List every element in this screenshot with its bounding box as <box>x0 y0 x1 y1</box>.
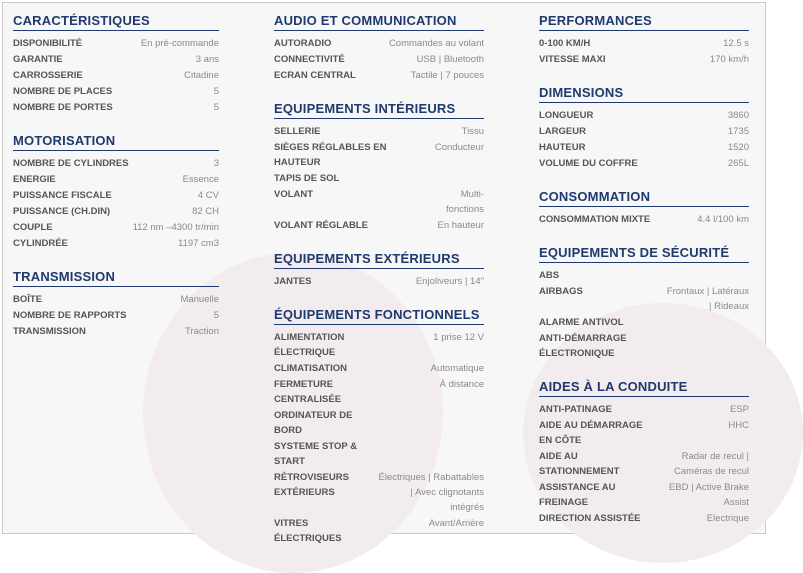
spec-label: ANTI-PATINAGE <box>539 403 613 415</box>
spec-label: DISPONIBILITÉ <box>13 37 83 49</box>
spec-label: COUPLE <box>13 221 53 233</box>
spec-row <box>13 203 219 219</box>
spec-value: USB | Bluetooth <box>416 53 484 65</box>
spec-value: Tissu <box>461 125 484 137</box>
spec-value: Tactile | 7 pouces <box>410 69 484 81</box>
spec-value: Essence <box>182 173 219 185</box>
spec-label: VITESSE MAXI <box>539 53 606 65</box>
spec-label: NOMBRE DE CYLINDRES <box>13 157 129 169</box>
spec-label: SYSTEME STOP & START <box>274 440 358 467</box>
spec-section <box>539 3 749 67</box>
spec-row <box>539 283 749 314</box>
spec-label: VOLANT <box>274 188 314 200</box>
section-title: AUDIO ET COMMUNICATION <box>274 3 484 31</box>
spec-label: HAUTEUR <box>539 141 586 153</box>
spec-label: CONNECTIVITÉ <box>274 53 345 65</box>
spec-row <box>274 35 484 51</box>
spec-value: 3860 <box>727 109 749 121</box>
spec-row <box>539 155 749 171</box>
spec-row <box>539 417 749 448</box>
spec-label: SELLERIE <box>274 125 321 137</box>
spec-row <box>274 217 484 233</box>
spec-row <box>539 448 749 479</box>
spec-row <box>274 51 484 67</box>
spec-value: 1520 <box>727 141 749 153</box>
spec-value: Automatique <box>430 362 484 374</box>
spec-value: 12.5 s <box>723 37 749 49</box>
spec-label: AIRBAGS <box>539 285 583 297</box>
section-title: EQUIPEMENTS INTÉRIEURS <box>274 91 484 119</box>
spec-value: En hauteur <box>437 219 484 231</box>
spec-value: Conducteur <box>434 141 484 153</box>
spec-label: ENERGIE <box>13 173 56 185</box>
spec-label: DIRECTION ASSISTÉE <box>539 512 641 524</box>
spec-row <box>539 123 749 139</box>
spec-label: ECRAN CENTRAL <box>274 69 356 81</box>
spec-row <box>274 376 484 407</box>
spec-label: ALIMENTATION ÉLECTRIQUE <box>274 331 345 358</box>
spec-label: VOLANT RÉGLABLE <box>274 219 368 231</box>
section-title: EQUIPEMENTS EXTÉRIEURS <box>274 241 484 269</box>
spec-value: 5 <box>213 101 219 113</box>
spec-label: VITRES ÉLECTRIQUES <box>274 517 342 544</box>
spec-label: CONSOMMATION MIXTE <box>539 213 651 225</box>
spec-section <box>274 297 484 546</box>
spec-section <box>274 241 484 289</box>
spec-row <box>13 83 219 99</box>
spec-label: CLIMATISATION <box>274 362 347 374</box>
spec-row <box>539 35 749 51</box>
spec-label: LARGEUR <box>539 125 586 137</box>
spec-row <box>274 407 484 438</box>
spec-label: FERMETURE CENTRALISÉE <box>274 378 342 405</box>
spec-value: 1735 <box>727 125 749 137</box>
spec-row <box>13 323 219 339</box>
spec-section <box>13 123 219 251</box>
spec-value: Enjoliveurs | 14" <box>415 275 484 287</box>
spec-row <box>13 307 219 323</box>
spec-label: NOMBRE DE PLACES <box>13 85 113 97</box>
spec-value: Frontaux | Latéraux | Rideaux <box>666 285 749 312</box>
spec-value: 170 km/h <box>709 53 749 65</box>
spec-label: ABS <box>539 269 560 281</box>
spec-value: 112 nm –4300 tr/min <box>132 221 219 233</box>
spec-label: CARROSSERIE <box>13 69 83 81</box>
spec-label: PUISSANCE FISCALE <box>13 189 112 201</box>
spec-row <box>539 51 749 67</box>
spec-section <box>274 91 484 233</box>
section-title: CARACTÉRISTIQUES <box>13 3 219 31</box>
spec-value: EBD | Active Brake Assist <box>668 481 749 508</box>
spec-row <box>539 139 749 155</box>
spec-row <box>274 438 484 469</box>
spec-value: 82 CH <box>192 205 219 217</box>
spec-label: AUTORADIO <box>274 37 332 49</box>
spec-sheet <box>2 2 766 544</box>
spec-value: Avant/Arrière <box>428 517 484 529</box>
section-title: ÉQUIPEMENTS FONCTIONNELS <box>274 297 484 325</box>
spec-row <box>274 329 484 360</box>
spec-row <box>539 330 749 361</box>
spec-row <box>274 360 484 376</box>
section-title: MOTORISATION <box>13 123 219 151</box>
spec-row <box>274 469 484 515</box>
spec-row <box>539 510 749 526</box>
spec-value: Citadine <box>184 69 219 81</box>
spec-row <box>539 314 749 330</box>
spec-value: Traction <box>185 325 219 337</box>
spec-label: ANTI-DÉMARRAGE ÉLECTRONIQUE <box>539 332 627 359</box>
spec-value: 3 <box>213 157 219 169</box>
spec-row <box>274 515 484 546</box>
spec-row <box>13 171 219 187</box>
spec-row <box>539 479 749 510</box>
spec-value: En pré-commande <box>140 37 219 49</box>
spec-label: CYLINDRÉE <box>13 237 68 249</box>
spec-column-1 <box>13 3 219 347</box>
spec-section <box>539 235 749 361</box>
spec-row <box>274 170 484 186</box>
spec-row <box>274 123 484 139</box>
section-title: PERFORMANCES <box>539 3 749 31</box>
spec-value: Commandes au volant <box>388 37 484 49</box>
spec-row <box>13 219 219 235</box>
spec-value: Electrique <box>706 512 749 524</box>
spec-label: SIÈGES RÉGLABLES EN HAUTEUR <box>274 141 387 168</box>
spec-label: AIDE AU DÉMARRAGE EN CÔTE <box>539 419 643 446</box>
spec-row <box>539 267 749 283</box>
spec-section <box>13 3 219 115</box>
spec-label: GARANTIE <box>13 53 63 65</box>
spec-row <box>274 273 484 289</box>
spec-row <box>13 155 219 171</box>
spec-label: BOÎTE <box>13 293 43 305</box>
spec-label: LONGUEUR <box>539 109 594 121</box>
spec-value: 265L <box>727 157 749 169</box>
spec-row <box>274 139 484 170</box>
spec-column-2 <box>274 3 484 554</box>
spec-value: 1 prise 12 V <box>433 331 484 343</box>
spec-row <box>539 211 749 227</box>
spec-value: 4 CV <box>197 189 219 201</box>
spec-row <box>13 235 219 251</box>
spec-label: NOMBRE DE RAPPORTS <box>13 309 127 321</box>
spec-label: AIDE AU STATIONNEMENT <box>539 450 620 477</box>
section-title: CONSOMMATION <box>539 179 749 207</box>
spec-row <box>274 67 484 83</box>
spec-row <box>539 401 749 417</box>
spec-value: Électriques | Rabattables | Avec clignotants intégrés <box>378 471 484 513</box>
spec-label: ALARME ANTIVOL <box>539 316 624 328</box>
spec-value: Multi- fonctions <box>445 188 484 215</box>
spec-section <box>539 75 749 171</box>
spec-value: Radar de recul | Caméras de recul <box>674 450 749 477</box>
spec-row <box>13 51 219 67</box>
spec-label: ORDINATEUR DE BORD <box>274 409 353 436</box>
spec-row <box>274 186 484 217</box>
spec-column-3 <box>539 3 749 534</box>
spec-value: 1197 cm3 <box>177 237 219 249</box>
spec-label: PUISSANCE (CH.DIN) <box>13 205 111 217</box>
spec-label: RÉTROVISEURS EXTÉRIEURS <box>274 471 349 498</box>
spec-label: VOLUME DU COFFRE <box>539 157 638 169</box>
spec-value: 5 <box>213 309 219 321</box>
spec-row <box>13 187 219 203</box>
section-title: AIDES À LA CONDUITE <box>539 369 749 397</box>
section-title: EQUIPEMENTS DE SÉCURITÉ <box>539 235 749 263</box>
spec-value: Manuelle <box>180 293 219 305</box>
section-title: DIMENSIONS <box>539 75 749 103</box>
spec-section <box>539 179 749 227</box>
spec-label: TRANSMISSION <box>13 325 86 337</box>
spec-row <box>13 67 219 83</box>
spec-row <box>13 99 219 115</box>
spec-row <box>13 291 219 307</box>
spec-row <box>13 35 219 51</box>
spec-value: HHC <box>728 419 749 431</box>
spec-value: 3 ans <box>195 53 219 65</box>
spec-section <box>13 259 219 339</box>
spec-value: ESP <box>729 403 749 415</box>
section-title: TRANSMISSION <box>13 259 219 287</box>
spec-label: ASSISTANCE AU FREINAGE <box>539 481 616 508</box>
spec-section <box>274 3 484 83</box>
spec-value: 4.4 l/100 km <box>697 213 749 225</box>
spec-label: 0-100 KM/H <box>539 37 591 49</box>
spec-row <box>539 107 749 123</box>
spec-label: TAPIS DE SOL <box>274 172 340 184</box>
spec-label: NOMBRE DE PORTES <box>13 101 113 113</box>
spec-value: À distance <box>439 378 484 390</box>
spec-value: 5 <box>213 85 219 97</box>
spec-section <box>539 369 749 526</box>
spec-label: JANTES <box>274 275 312 287</box>
